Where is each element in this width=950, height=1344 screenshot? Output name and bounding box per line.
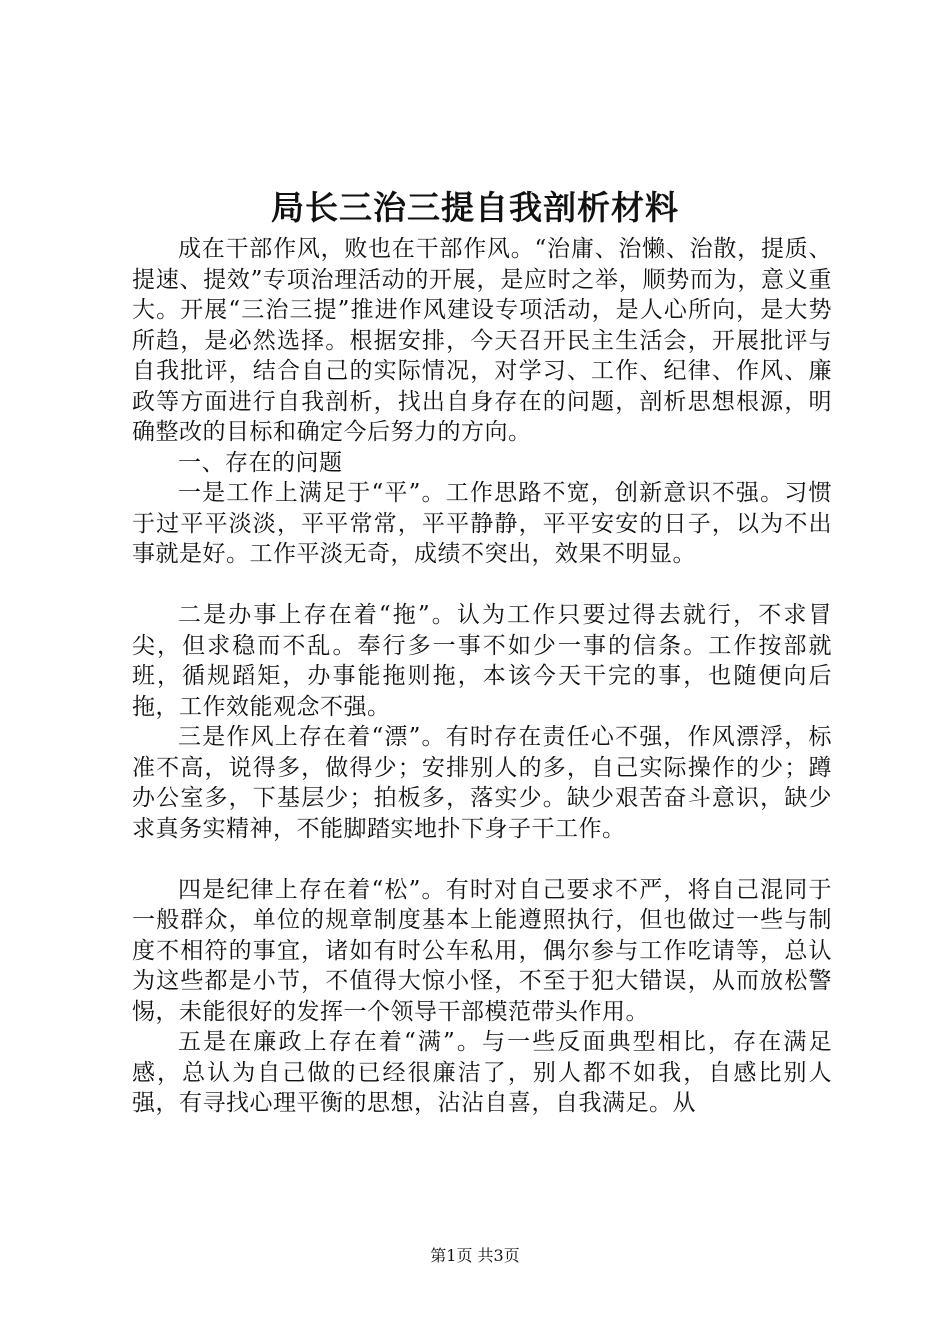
section-heading: 一、存在的问题 — [178, 449, 343, 476]
document-title: 局长三治三提自我剖析材料 — [271, 188, 679, 227]
document-body — [132, 234, 832, 1119]
page-footer: 第1页 共3页 — [430, 1246, 520, 1265]
problem-paragraph-1: 一是工作上满足于“平”。工作思路不宽，创新意识不强。习惯于过平平淡淡，平平常常，平平静静，平平安安的日子，以为不出事就是好。工作平淡无奇，成绩不突出，效果不明显。 — [132, 480, 832, 567]
problem-paragraph-3: 三是作风上存在着“漂”。有时存在责任心不强，作风漂浮，标准不高，说得多，做得少；安排别人的多，自己实际操作的少；蹲办公室多，下基层少；拍板多，落实少。缺少艰苦奋斗意识，缺少求真务实精神，不能脚踏实地扑下身子干工作。 — [132, 724, 832, 842]
intro-paragraph: 成在干部作风，败也在干部作风。“治庸、治懒、治散，提质、提速、提效”专项治理活动的开展，是应时之举，顺势而为，意义重大。开展“三治三提”推进作风建设专项活动，是人心所向，是大势所趋，是必然选择。根据安排，今天召开民主生活会，开展批评与自我批评，结合自己的实际情况，对学习、工作、纪律、作风、廉政等方面进行自我剖析，找出自身存在的问题，剖析思想根源，明确整改的目标和确定今后努力的方向。 — [132, 236, 832, 445]
problem-paragraph-5: 五是在廉政上存在着“满”。与一些反面典型相比，存在满足感，总认为自己做的已经很廉洁了，别人都不如我，自感比别人强，有寻找心理平衡的思想，沾沾自喜，自我满足。从 — [132, 1029, 832, 1116]
problem-paragraph-4: 四是纪律上存在着“松”。有时对自己要求不严，将自己混同于一般群众，单位的规章制度基本上能遵照执行，但也做过一些与制度不相符的事宜，诸如有时公车私用，偶尔参与工作吃请等，总认为这些都是小节，不值得大惊小怪，不至于犯大错误，从而放松警惕，未能很好的发挥一个领导干部模范带头作用。 — [132, 876, 832, 1025]
problem-paragraph-2: 二是办事上存在着“拖”。认为工作只要过得去就行，不求冒尖，但求稳而不乱。奉行多一事不如少一事的信条。工作按部就班，循规蹈矩，办事能拖则拖，本该今天干完的事，也随便向后拖，工作效能观念不强。 — [132, 602, 832, 720]
